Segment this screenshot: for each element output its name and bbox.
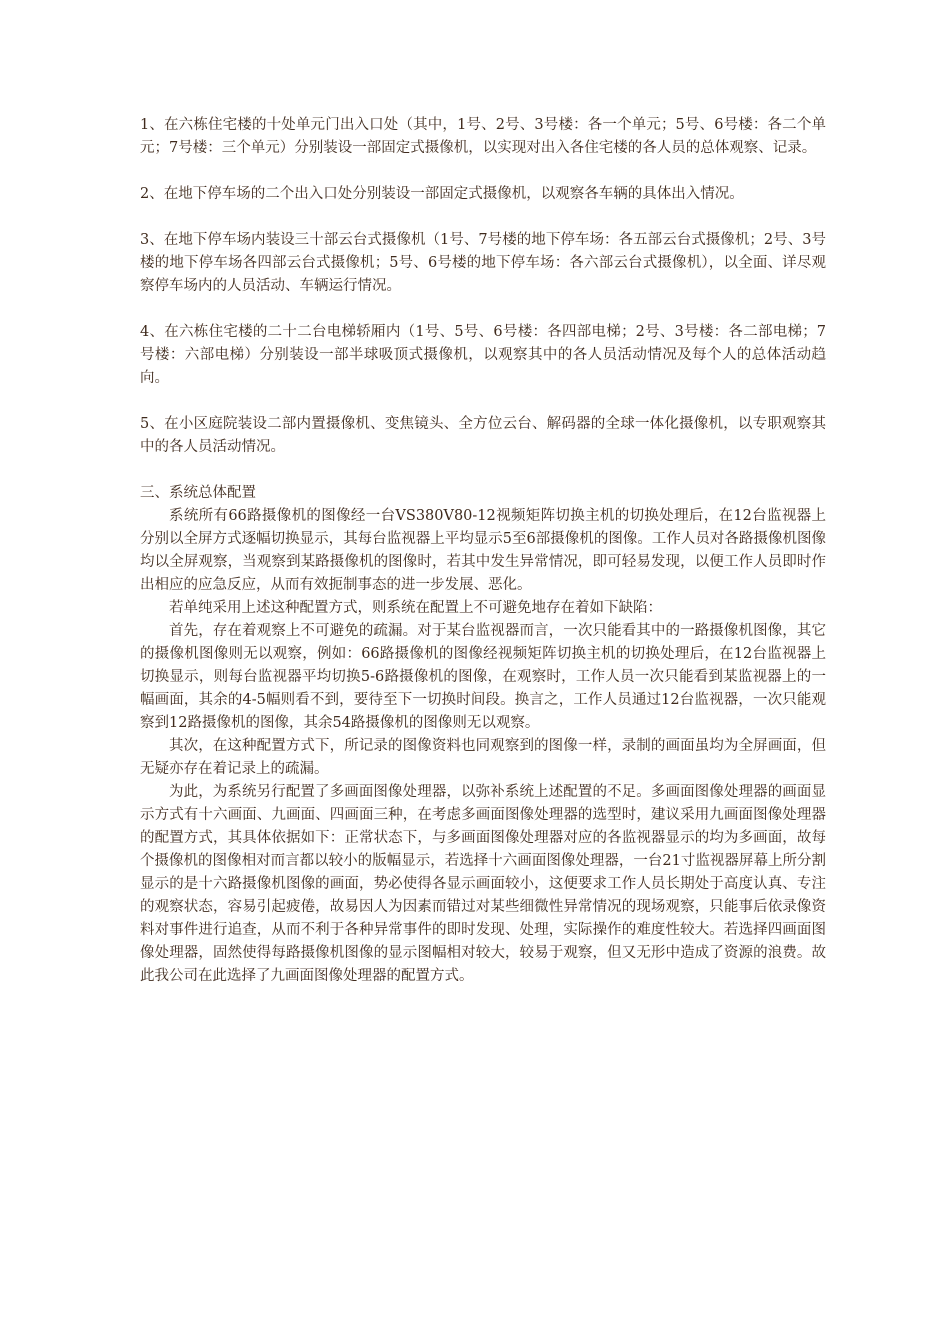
list-item-2: 2、在地下停车场的二个出入口处分别装设一部固定式摄像机，以观察各车辆的具体出入情况。: [140, 186, 744, 202]
list-item-5: 5、在小区庭院装设二部内置摄像机、变焦镜头、全方位云台、解码器的全球一体化摄像机，以专职观察其中的各人员活动情况。: [140, 416, 826, 455]
paragraph-system-config: 系统所有66路摄像机的图像经一台VS380V80-12视频矩阵切换主机的切换处理后，在12台监视器上分别以全屏方式逐幅切换显示，其每台监视器上平均显示5至6部摄像机的图像。工作人员对各路摄像机图像均以全屏观察，当观察到某路摄像机的图像时，若其中发生异常情况，即可轻易发现，以便工作人员即时作出相应的应急反应，从而有效扼制事态的进一步发展、恶化。: [140, 508, 826, 593]
list-item-3: 3、在地下停车场内装设三十部云台式摄像机（1号、7号楼的地下停车场：各五部云台式摄像机；2号、3号楼的地下停车场各四部云台式摄像机；5号、6号楼的地下停车场：各六部云台式摄像机），以全面、详尽观察停车场内的人员活动、车辆运行情况。: [140, 232, 826, 294]
section-heading: 三、系统总体配置: [140, 485, 256, 501]
paragraph-defects-intro: 若单纯采用上述这种配置方式，则系统在配置上不可避免地存在着如下缺陷：: [169, 600, 662, 616]
list-item-4: 4、在六栋住宅楼的二十二台电梯轿厢内（1号、5号、6号楼：各四部电梯；2号、3号楼：各二部电梯；7号楼：六部电梯）分别装设一部半球吸顶式摄像机，以观察其中的各人员活动情况及每个人的总体活动趋向。: [140, 324, 826, 386]
paragraph-multi-screen-processor: 为此，为系统另行配置了多画面图像处理器，以弥补系统上述配置的不足。多画面图像处理器的画面显示方式有十六画面、九画面、四画面三种，在考虑多画面图像处理器的选型时，建议采用九画面图像处理器的配置方式，其具体依据如下：正常状态下，与多画面图像处理器对应的各监视器显示的均为多画面，故每个摄像机的图像相对而言都以较小的版幅显示，若选择十六画面图像处理器，一台21寸监视器屏幕上所分割显示的是十六路摄像机图像的画面，势必使得各显示画面较小，这便要求工作人员长期处于高度认真、专注的观察状态，容易引起疲倦，故易因人为因素而错过对某些细微性异常情况的现场观察，只能事后依录像资料对事件进行追查，从而不利于各种异常事件的即时发现、处理，实际操作的难度性较大。若选择四画面图像处理器，固然使得每路摄像机图像的显示图幅相对较大，较易于观察，但又无形中造成了资源的浪费。故此我公司在此选择了九画面图像处理器的配置方式。: [140, 784, 826, 984]
paragraph-first-defect: 首先，存在着观察上不可避免的疏漏。对于某台监视器而言，一次只能看其中的一路摄像机图像，其它的摄像机图像则无以观察，例如：66路摄像机的图像经视频矩阵切换主机的切换处理后，在12台监视器上切换显示，则每台监视器平均切换5-6路摄像机的图像，在观察时，工作人员一次只能看到某监视器上的一幅画面，其余的4-5幅则看不到，要待至下一切换时间段。换言之，工作人员通过12台监视器，一次只能观察到12路摄像机的图像，其余54路摄像机的图像则无以观察。: [140, 623, 826, 731]
document-body: [140, 114, 826, 988]
paragraph-second-defect: 其次，在这种配置方式下，所记录的图像资料也同观察到的图像一样，录制的画面虽均为全屏画面，但无疑亦存在着记录上的疏漏。: [140, 738, 826, 777]
list-item-1: 1、在六栋住宅楼的十处单元门出入口处（其中，1号、2号、3号楼：各一个单元；5号、6号楼：各二个单元；7号楼：三个单元）分别装设一部固定式摄像机，以实现对出入各住宅楼的各人员的总体观察、记录。: [140, 117, 826, 156]
